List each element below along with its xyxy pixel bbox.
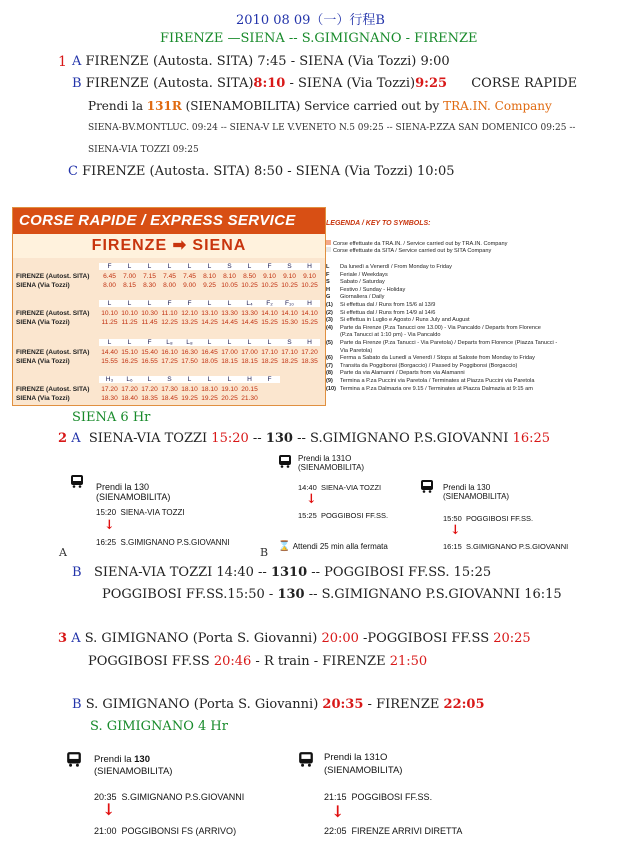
time-cell: 15.10: [121, 349, 138, 356]
bus-note-agency: (SIENAMOBILITA) Service carried out by: [181, 99, 444, 113]
time-cell: 16.45: [201, 349, 218, 356]
day-code-cell: L₄: [239, 300, 260, 307]
time-cell: 17.30: [161, 386, 178, 393]
down-arrow-icon: ↓: [450, 523, 461, 538]
card-stop-1: 20:35 S.GIMIGNANO P.S.GIOVANNI: [94, 792, 245, 802]
time-cell: 16.55: [141, 358, 158, 365]
option-mid: - FIRENZE: [363, 697, 444, 712]
time-cell: 7.45: [183, 273, 196, 280]
time-cell: 8.00: [163, 282, 176, 289]
time-cell: 19.25: [181, 395, 198, 402]
time-cell: 18.15: [241, 358, 258, 365]
time-cell: 10.25: [241, 282, 258, 289]
time-cell: 16.25: [121, 358, 138, 365]
day-code-cell: S: [279, 339, 300, 346]
day-code-cell: L: [259, 339, 280, 346]
day-code-cell: L: [239, 339, 260, 346]
time-cell: 8.00: [103, 282, 116, 289]
legend-item: (3) Si effettua in Luglio e Agosto / Runs July and August: [326, 317, 470, 324]
legend-item: (1) Si effettua dal / Runs from 15/6 al 13/9: [326, 302, 436, 308]
time-cell: 9.10: [283, 273, 296, 280]
day-code-cell: L: [159, 263, 180, 270]
option-1a: [72, 54, 450, 69]
down-arrow-icon: ↓: [102, 800, 116, 819]
option-letter: B: [72, 697, 82, 712]
bus-line: 131R: [146, 99, 182, 113]
legend-item: (P.za Tanucci at 1:10 pm) - Via Pancaldo: [340, 332, 441, 339]
arrival-time: 21:50: [389, 654, 428, 669]
legend-item: H Festivo / Sunday - Holiday: [326, 286, 406, 293]
time-cell: 13.25: [181, 319, 198, 326]
day-code-cell: F₂: [259, 300, 280, 307]
time-cell: 18.15: [221, 358, 238, 365]
bus-icon: [298, 752, 314, 767]
time-cell: 16.10: [161, 349, 178, 356]
day-code-cell: L: [99, 300, 120, 307]
time-cell: 16.30: [181, 349, 198, 356]
time-cell: 7.45: [163, 273, 176, 280]
option-from: POGGIBOSI FF.SS: [88, 654, 214, 669]
row-label-firenze: FIRENZE (Autost. SITA): [16, 310, 90, 317]
option-mid: - SIENA (Via Tozzi): [285, 76, 416, 91]
legend-item: (5) Parte da Firenze (P.za Tanucci - Via Paretola) / Departs from Florence (Piazza Tanucci -: [326, 340, 558, 346]
departure-time: 20:35: [322, 697, 364, 712]
row-label-siena: SIENA (Via Tozzi): [16, 358, 70, 365]
bus-stops-line: SIENA-BV.MONTLUC. 09:24 -- SIENA-V LE V.VENETO N.5 09:25 -- SIENA-P.ZZA SAN DOMENICO 09:25 --: [88, 123, 576, 133]
option-to: -- S.GIMIGNANO P.S.GIOVANNI: [292, 431, 513, 446]
time-cell: 15.25: [301, 319, 318, 326]
card-label: A: [59, 546, 67, 559]
legend-item: S Sabato / Saturday: [326, 279, 385, 286]
time-cell: 17.20: [141, 386, 158, 393]
option-1b: [72, 76, 577, 91]
day-code-cell: L₆: [119, 376, 140, 383]
legend-title: LEGENDA / KEY TO SYMBOLS:: [326, 220, 431, 227]
card-stop-2: 15:25 POGGIBOSI FF.SS.: [298, 511, 389, 520]
day-code-cell: L: [199, 300, 220, 307]
bus-icon: [70, 475, 84, 488]
option-letter: A: [72, 54, 82, 69]
express-route: FIRENZE ➡ SIENA: [13, 234, 325, 258]
day-code-cell: L: [119, 263, 140, 270]
section-number: 2: [58, 431, 68, 446]
time-cell: 10.10: [101, 310, 118, 317]
option-mid: - R train - FIRENZE: [251, 654, 390, 669]
section-number: 3: [58, 631, 68, 646]
day-code-cell: L: [139, 300, 160, 307]
day-code-cell: L: [179, 263, 200, 270]
card-take: Prendi la 130: [443, 483, 491, 492]
day-code-cell: S: [279, 263, 300, 270]
day-code-cell: S: [219, 263, 240, 270]
legend-item: G Giornaliera / Daily: [326, 294, 385, 301]
day-code-cell: L₈: [159, 339, 180, 346]
option-1c: [68, 164, 455, 179]
time-cell: 9.10: [263, 273, 276, 280]
day-code-cell: F: [99, 263, 120, 270]
time-cell: 19.10: [221, 386, 238, 393]
hourglass-icon: ⌛: [278, 541, 291, 552]
option-text: SIENA-VIA TOZZI 14:40 --: [93, 565, 271, 580]
card-agency: (SIENAMOBILITA): [443, 492, 510, 501]
time-cell: 20.15: [241, 386, 258, 393]
legend-item: (6) Ferma a Sabato da Lunedì a Venerdì / Stops at Saloste from Monday to Friday: [326, 355, 535, 362]
bus-number: 130: [277, 587, 305, 602]
time-cell: 18.10: [201, 386, 218, 393]
siena-title: SIENA 6 Hr: [72, 410, 151, 425]
legend-note: Corse effettuate da TRA.IN. / Service carried out by TRA.IN. Company: [326, 240, 507, 248]
time-cell: 17.10: [261, 349, 278, 356]
bus-company: TRA.IN. Company: [443, 99, 552, 113]
legend-item: F Feriale / Weekdays: [326, 271, 388, 278]
express-timetable: [12, 207, 326, 406]
time-cell: 14.45: [221, 319, 238, 326]
option-text: -- S.GIMIGNANO P.S.GIOVANNI 16:15: [304, 587, 562, 602]
express-tag: CORSE RAPIDE: [471, 76, 578, 91]
time-cell: 14.10: [281, 310, 298, 317]
card-agency: (SIENAMOBILITA): [324, 765, 403, 776]
time-cell: 19.25: [201, 395, 218, 402]
day-code-cell: L: [219, 300, 240, 307]
card-take: Prendi la 131O: [324, 752, 388, 763]
arrival-time: 20:25: [493, 631, 531, 646]
day-code-cell: F: [259, 376, 280, 383]
timetable-block: [13, 376, 325, 406]
option-letter: A: [71, 631, 81, 646]
day-code-cell: F₁₀: [279, 300, 300, 307]
card-stop-2: 22:05 FIRENZE ARRIVI DIRETTA: [324, 826, 463, 836]
time-cell: 14.40: [101, 349, 118, 356]
time-cell: 18.35: [141, 395, 158, 402]
legend-item: (7) Transita da Poggibonsi (Borgaccio) / Passed by Poggibonsi (Borgaccio): [326, 362, 518, 369]
time-cell: 9.25: [203, 282, 216, 289]
option-text: POGGIBOSI FF.SS.15:50 -: [102, 587, 278, 602]
bus-stops-line: SIENA-VIA TOZZI 09:25: [88, 145, 199, 155]
day-code-cell: L: [139, 263, 160, 270]
time-cell: 18.25: [261, 358, 278, 365]
departure-time: 20:46: [213, 654, 252, 669]
arrival-time: 9:25: [415, 76, 448, 91]
time-cell: 17.20: [301, 349, 318, 356]
route-title: FIRENZE —SIENA -- S.GIMIGNANO - FIRENZE: [160, 31, 478, 46]
option-text: -- POGGIBOSI FF.SS. 15:25: [307, 565, 492, 580]
row-label-firenze: FIRENZE (Autost. SITA): [16, 386, 90, 393]
time-cell: 10.25: [301, 282, 318, 289]
option-3a-line2: [88, 654, 427, 669]
time-cell: 18.25: [281, 358, 298, 365]
legend-item: (9) Termina a P.za Puccini via Paretola / Terminates at Piazza Puccini via Paretola: [326, 378, 535, 384]
time-cell: 15.55: [101, 358, 118, 365]
time-cell: 15.30: [281, 319, 298, 326]
time-cell: 10.25: [281, 282, 298, 289]
section-number: 1: [58, 54, 67, 70]
express-title: CORSE RAPIDE / EXPRESS SERVICE: [13, 208, 325, 234]
legend-item: L Da lunedì a Venerdì / From Monday to Friday: [326, 264, 452, 270]
day-code-cell: H: [299, 263, 320, 270]
day-code-cell: S: [159, 376, 180, 383]
day-code-cell: F: [159, 300, 180, 307]
row-label-firenze: FIRENZE (Autost. SITA): [16, 273, 90, 280]
time-cell: 18.45: [161, 395, 178, 402]
time-cell: 17.10: [281, 349, 298, 356]
card-agency: (SIENAMOBILITA): [94, 766, 173, 777]
sangimignano-title: S. GIMIGNANO 4 Hr: [90, 719, 228, 734]
card-label: B: [260, 546, 269, 559]
day-code-cell: L: [239, 263, 260, 270]
bus-number: 130: [265, 431, 293, 446]
legend-item: (8) Parte da via Alamanni / Departs from via Alamanni: [326, 370, 465, 377]
row-label-firenze: FIRENZE (Autost. SITA): [16, 349, 90, 356]
timetable-block: [13, 339, 325, 375]
time-cell: 8.10: [223, 273, 236, 280]
row-label-siena: SIENA (Via Tozzi): [16, 395, 70, 402]
departure-time: 20:00: [321, 631, 359, 646]
card-stop-1: 15:20 SIENA-VIA TOZZI: [96, 508, 185, 517]
time-cell: 8.50: [243, 273, 256, 280]
down-arrow-icon: ↓: [331, 802, 345, 821]
card-take: Prendi la 131O: [298, 454, 352, 463]
row-label-siena: SIENA (Via Tozzi): [16, 282, 70, 289]
option-text: FIRENZE (Autosta. SITA) 7:45 - SIENA (Via Tozzi) 9:00: [85, 54, 450, 69]
option-from: FIRENZE (Autosta. SITA): [85, 76, 254, 91]
option-text: FIRENZE (Autosta. SITA) 8:50 - SIENA (Via Tozzi) 10:05: [82, 164, 455, 179]
time-cell: 14.25: [201, 319, 218, 326]
option-letter: A: [71, 431, 81, 446]
bus-icon: [66, 752, 82, 767]
time-cell: 15.40: [141, 349, 158, 356]
time-cell: 18.40: [121, 395, 138, 402]
option-2a: [58, 431, 550, 446]
timetable-block: [13, 263, 325, 299]
option-from: S. GIMIGNANO (Porta S. Giovanni): [85, 697, 323, 712]
time-cell: 14.10: [261, 310, 278, 317]
time-cell: 6.45: [103, 273, 116, 280]
time-cell: 17.20: [121, 386, 138, 393]
legend-note: Corse effettuate da SITA / Service carried out by SITA Company: [326, 247, 491, 255]
card-stop-1: 14:40 SIENA-VIA TOZZI: [298, 483, 382, 492]
card-stop-2: 16:15 S.GIMIGNANO P.S.GIOVANNI: [443, 542, 569, 551]
option-letter: B: [72, 565, 82, 580]
day-code-cell: L: [179, 376, 200, 383]
option-letter: B: [72, 76, 82, 91]
time-cell: 17.20: [101, 386, 118, 393]
down-arrow-icon: ↓: [306, 492, 317, 507]
day-code-cell: L: [219, 339, 240, 346]
day-code-cell: L: [219, 376, 240, 383]
time-cell: 11.25: [121, 319, 138, 326]
time-cell: 11.10: [161, 310, 178, 317]
option-from: S. GIMIGNANO (Porta S. Giovanni): [84, 631, 322, 646]
time-cell: 9.00: [183, 282, 196, 289]
time-cell: 12.25: [161, 319, 178, 326]
day-code-cell: L: [199, 376, 220, 383]
day-code-cell: H₃: [99, 376, 120, 383]
day-code-cell: H: [239, 376, 260, 383]
time-cell: 12.10: [181, 310, 198, 317]
day-code-cell: L₈: [179, 339, 200, 346]
day-code-cell: H: [299, 300, 320, 307]
day-code-cell: L: [99, 339, 120, 346]
card-agency: (SIENAMOBILITA): [96, 492, 171, 502]
bus-number: 1310: [270, 565, 308, 580]
time-cell: 13.10: [201, 310, 218, 317]
card-take: Prendi la 130: [96, 482, 150, 492]
bus-note-prefix: Prendi la: [88, 99, 147, 113]
time-cell: 18.35: [301, 358, 318, 365]
option-from: SIENA-VIA TOZZI: [88, 431, 212, 446]
wait-note: ⌛ Attendi 25 min alla fermata: [278, 541, 388, 552]
time-cell: 10.30: [141, 310, 158, 317]
card-stop-1: 15:50 POGGIBOSI FF.SS.: [443, 514, 534, 523]
option-letter: C: [68, 164, 78, 179]
page-title: 2010 08 09（一）行程B: [236, 13, 385, 28]
legend-item: (10) Termina a P.za Dalmazia ore 9.15 / Terminates at Piazza Dalmazia at 9:15 am: [326, 385, 533, 392]
time-cell: 17.00: [221, 349, 238, 356]
time-cell: 11.25: [101, 319, 118, 326]
option-2b: [72, 565, 491, 580]
arrival-time: 22:05: [443, 697, 485, 712]
option-3b: [72, 697, 485, 712]
day-code-cell: L: [139, 376, 160, 383]
bus-note: [88, 99, 552, 113]
time-cell: 18.05: [201, 358, 218, 365]
time-cell: 13.30: [241, 310, 258, 317]
time-cell: 17.50: [181, 358, 198, 365]
time-cell: 14.10: [301, 310, 318, 317]
time-cell: 17.25: [161, 358, 178, 365]
legend-item: (2) Si effettua dal / Runs from 14/9 al 14/6: [326, 309, 436, 316]
timetable-block: [13, 300, 325, 336]
down-arrow-icon: ↓: [104, 518, 115, 533]
day-code-cell: L: [119, 339, 140, 346]
option-mid: -POGGIBOSI FF.SS: [358, 631, 494, 646]
option-sep: --: [248, 431, 266, 446]
legend-item: (4) Parte da Firenze (P.za Tanucci ore 13.00) - Via Pancaldo / Departs from Florence: [326, 324, 541, 331]
option-2b-line2: [102, 587, 562, 602]
card-take: Prendi la 130: [94, 754, 150, 765]
day-code-cell: L: [119, 300, 140, 307]
option-3a: [58, 631, 531, 646]
time-cell: 17.00: [241, 349, 258, 356]
time-cell: 20.25: [221, 395, 238, 402]
day-code-cell: F: [179, 300, 200, 307]
time-cell: 10.25: [261, 282, 278, 289]
legend: [326, 220, 622, 400]
time-cell: 9.10: [303, 273, 316, 280]
departure-time: 15:20: [211, 431, 249, 446]
day-code-cell: H: [299, 339, 320, 346]
time-cell: 11.45: [141, 319, 158, 326]
legend-item: Via Paretola): [340, 347, 373, 354]
time-cell: 13.30: [221, 310, 238, 317]
day-code-cell: L: [199, 339, 220, 346]
time-cell: 7.00: [123, 273, 136, 280]
time-cell: 7.15: [143, 273, 156, 280]
arrival-time: 16:25: [512, 431, 551, 446]
day-code-cell: F: [139, 339, 160, 346]
card-stop-2: 16:25 S.GIMIGNANO P.S.GIOVANNI: [96, 538, 230, 547]
card-agency: (SIENAMOBILITA): [298, 463, 365, 472]
time-cell: 14.45: [241, 319, 258, 326]
time-cell: 18.10: [181, 386, 198, 393]
time-cell: 10.10: [121, 310, 138, 317]
card-stop-1: 21:15 POGGIBOSI FF.SS.: [324, 792, 433, 802]
time-cell: 15.25: [261, 319, 278, 326]
day-code-cell: L: [199, 263, 220, 270]
departure-time: 8:10: [253, 76, 286, 91]
bus-icon: [420, 480, 434, 493]
row-label-siena: SIENA (Via Tozzi): [16, 319, 70, 326]
card-stop-2: 21:00 POGGIBONSI FS (ARRIVO): [94, 826, 237, 836]
bus-icon: [278, 455, 292, 468]
time-cell: 8.30: [143, 282, 156, 289]
time-cell: 10.05: [221, 282, 238, 289]
time-cell: 21.30: [241, 395, 258, 402]
time-cell: 8.10: [203, 273, 216, 280]
day-code-cell: F: [259, 263, 280, 270]
time-cell: 8.15: [123, 282, 136, 289]
time-cell: 18.30: [101, 395, 118, 402]
